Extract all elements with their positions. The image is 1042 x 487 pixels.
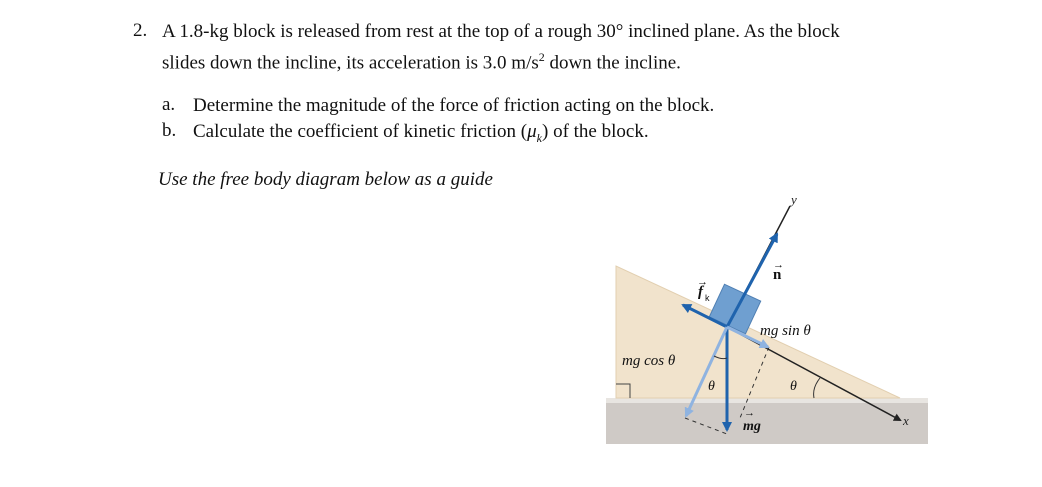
part-b-label: b. bbox=[162, 120, 177, 141]
part-b-text-start: Calculate the coefficient of kinetic friction ( bbox=[193, 121, 528, 142]
problem-number: 2. bbox=[133, 20, 148, 41]
superscript-2: 2 bbox=[538, 50, 545, 64]
part-a-label: a. bbox=[162, 94, 176, 115]
problem-line-1: A 1.8-kg block is released from rest at the top of a rough 30° inclined plane. As the block bbox=[162, 21, 840, 42]
part-a-text: Determine the magnitude of the force of friction acting on the block. bbox=[193, 95, 715, 116]
mg-cos-label: mg cos θ bbox=[622, 353, 676, 369]
normal-force-label: n bbox=[773, 267, 782, 283]
y-axis-label: y bbox=[791, 192, 797, 207]
ground-surface bbox=[606, 398, 928, 444]
theta-label-left: θ bbox=[708, 379, 715, 394]
part-b-text-end: ) of the block. bbox=[542, 121, 649, 142]
problem-line-2-end: down the incline. bbox=[544, 52, 681, 74]
ground-edge bbox=[606, 398, 928, 403]
weight-label: mg bbox=[743, 419, 761, 434]
mu-symbol: μ bbox=[527, 121, 537, 142]
normal-force-arrow-icon: → bbox=[773, 259, 784, 271]
weight-arrow-icon: → bbox=[744, 407, 755, 419]
mg-sin-label: mg sin θ bbox=[760, 323, 811, 339]
theta-label-right: θ bbox=[790, 379, 797, 394]
x-axis-label: x bbox=[903, 413, 909, 428]
friction-label: f bbox=[698, 284, 703, 300]
mu-subscript: k bbox=[536, 130, 542, 145]
friction-subscript: k bbox=[705, 293, 710, 303]
inclined-plane bbox=[616, 266, 900, 398]
friction-arrow-icon: → bbox=[697, 276, 708, 288]
guide-text: Use the free body diagram below as a guide bbox=[158, 169, 493, 190]
problem-line-2-text: slides down the incline, its acceleration is 3.0 m/s bbox=[162, 52, 539, 74]
